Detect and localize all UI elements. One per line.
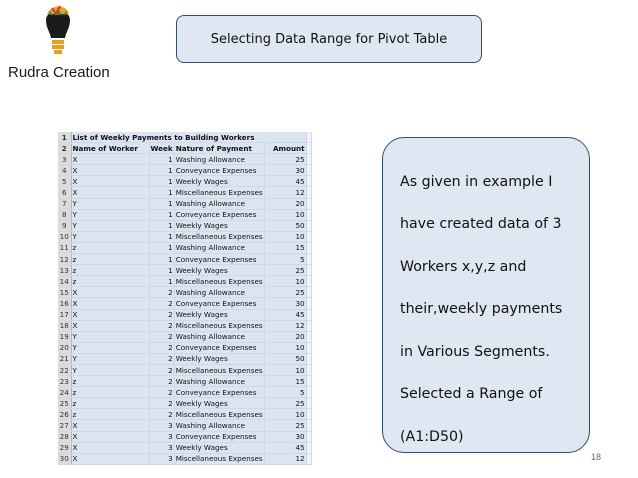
table-row[interactable] — [58, 265, 311, 276]
table-row[interactable] — [58, 231, 311, 242]
cell-week[interactable]: 2 — [149, 309, 174, 320]
cell-week[interactable]: 1 — [149, 220, 174, 231]
info-box — [382, 137, 590, 453]
row-number: 22 — [58, 364, 71, 375]
table-row[interactable] — [58, 154, 311, 165]
cell-worker-name[interactable]: z — [71, 398, 149, 409]
cell-worker-name[interactable]: z — [71, 254, 149, 265]
cell-amount[interactable]: 10 — [264, 209, 306, 220]
cell-nature-of-payment[interactable]: Miscellaneous Expenses — [175, 188, 263, 198]
slide-title-box — [176, 15, 482, 63]
cell-week[interactable]: 2 — [149, 376, 174, 387]
cell-week[interactable]: 2 — [149, 320, 174, 331]
cell-nature-of-payment[interactable]: Washing Allowance — [174, 242, 264, 253]
cell-nature-of-payment[interactable]: Washing Allowance — [174, 287, 264, 298]
table-row[interactable] — [58, 187, 311, 198]
cell-worker-name[interactable]: X — [71, 320, 149, 331]
cell-amount[interactable]: 25 — [264, 154, 306, 165]
cell-nature-of-payment[interactable]: Conveyance Expenses — [174, 209, 264, 220]
cell-nature-of-payment[interactable]: Washing Allowance — [174, 331, 264, 342]
cell-nature-of-payment[interactable]: Miscellaneous Expenses — [175, 232, 263, 242]
bulb-head-logo-icon — [38, 2, 78, 62]
row-number: 11 — [58, 242, 71, 253]
table-row[interactable] — [58, 320, 311, 331]
info-line: As given in example I — [400, 174, 553, 190]
table-row[interactable] — [58, 376, 311, 387]
row-number: 9 — [58, 220, 71, 231]
table-row[interactable] — [58, 342, 311, 353]
cell-week[interactable]: 2 — [149, 342, 174, 353]
cell-worker-name[interactable]: X — [71, 165, 149, 176]
cell-amount[interactable]: 12 — [264, 453, 306, 464]
row-number: 1 — [58, 132, 71, 143]
table-row[interactable] — [58, 364, 311, 375]
row-number: 15 — [58, 287, 71, 298]
row-number: 8 — [58, 209, 71, 220]
cell-nature-of-payment[interactable]: Washing Allowance — [174, 154, 264, 165]
table-row[interactable] — [58, 387, 311, 398]
cell-amount[interactable]: 15 — [264, 242, 306, 253]
row-number: 5 — [58, 176, 71, 187]
cell-week[interactable]: 1 — [149, 231, 174, 242]
cell-amount[interactable]: 20 — [264, 331, 306, 342]
row-number: 18 — [58, 320, 71, 331]
cell-worker-name[interactable]: Y — [71, 231, 149, 242]
cell-week[interactable]: 2 — [149, 387, 174, 398]
info-line: Selected a Range of — [400, 386, 543, 402]
row-number: 23 — [58, 376, 71, 387]
cell-nature-of-payment[interactable]: Weekly Wages — [174, 220, 264, 231]
row-number: 14 — [58, 276, 71, 287]
table-row[interactable] — [58, 198, 311, 209]
row-number: 19 — [58, 331, 71, 342]
column-header-week: Week — [150, 143, 173, 153]
cell-worker-name[interactable]: X — [71, 154, 149, 165]
cell-amount[interactable]: 45 — [264, 309, 306, 320]
cell-nature-of-payment[interactable]: Miscellaneous Expenses — [175, 276, 263, 286]
cell-nature-of-payment[interactable]: Weekly Wages — [174, 398, 264, 409]
cell-week[interactable]: 1 — [149, 242, 174, 253]
table-row[interactable] — [58, 176, 311, 187]
row-number: 7 — [58, 198, 71, 209]
cell-amount[interactable]: 30 — [264, 165, 306, 176]
row-number: 6 — [58, 187, 71, 198]
info-line: have created data of 3 — [400, 216, 562, 232]
row-number: 20 — [58, 342, 71, 353]
cell-amount[interactable]: 10 — [264, 364, 306, 375]
cell-nature-of-payment[interactable]: Miscellaneous Expenses — [175, 321, 263, 331]
cell-worker-name[interactable]: X — [71, 187, 149, 198]
column-header-name: Name of Worker — [71, 143, 149, 154]
row-number: 27 — [58, 420, 71, 431]
cell-nature-of-payment[interactable]: Conveyance Expenses — [174, 387, 264, 398]
table-row[interactable] — [58, 331, 311, 342]
cell-week[interactable]: 1 — [149, 209, 174, 220]
cell-amount[interactable]: 15 — [264, 376, 306, 387]
table-row[interactable] — [58, 453, 311, 464]
cell-worker-name[interactable]: X — [71, 420, 149, 431]
cell-nature-of-payment[interactable]: Miscellaneous Expenses — [175, 454, 263, 464]
cell-week[interactable]: 2 — [149, 298, 174, 309]
cell-worker-name[interactable]: X — [71, 287, 149, 298]
cell-week[interactable]: 1 — [149, 198, 174, 209]
cell-nature-of-payment[interactable]: Conveyance Expenses — [174, 298, 264, 309]
cell-amount[interactable]: 10 — [264, 342, 306, 353]
table-row[interactable] — [58, 242, 311, 253]
cell-nature-of-payment[interactable]: Washing Allowance — [174, 420, 264, 431]
cell-worker-name[interactable]: Y — [71, 342, 149, 353]
cell-worker-name[interactable]: X — [71, 309, 149, 320]
cell-worker-name[interactable]: z — [71, 242, 149, 253]
cell-worker-name[interactable]: X — [71, 431, 149, 442]
cell-worker-name[interactable]: Y — [71, 364, 149, 375]
cell-amount[interactable]: 25 — [264, 287, 306, 298]
cell-week[interactable]: 3 — [149, 431, 174, 442]
cell-amount[interactable]: 5 — [264, 254, 306, 265]
table-row[interactable] — [58, 298, 311, 309]
page-number: 18 — [591, 452, 602, 462]
row-number: 26 — [58, 409, 71, 420]
cell-worker-name[interactable]: X — [71, 442, 149, 453]
table-row[interactable] — [58, 398, 311, 409]
cell-worker-name[interactable]: X — [71, 453, 149, 464]
cell-week[interactable]: 3 — [149, 453, 174, 464]
cell-amount[interactable]: 20 — [264, 198, 306, 209]
cell-amount[interactable]: 5 — [264, 387, 306, 398]
table-row[interactable] — [58, 287, 311, 298]
cell-worker-name[interactable]: Y — [71, 220, 149, 231]
row-number: 10 — [58, 231, 71, 242]
row-number: 17 — [58, 309, 71, 320]
table-row[interactable] — [58, 431, 311, 442]
cell-nature-of-payment[interactable]: Weekly Wages — [174, 353, 264, 364]
row-number: 4 — [58, 165, 71, 176]
sheet-title-row — [58, 132, 311, 143]
cell-week[interactable]: 1 — [149, 265, 174, 276]
cell-week[interactable]: 2 — [149, 409, 174, 420]
cell-amount[interactable]: 25 — [264, 420, 306, 431]
cell-week[interactable]: 1 — [149, 187, 174, 198]
cell-week[interactable]: 1 — [149, 154, 174, 165]
row-number: 2 — [58, 143, 71, 154]
row-number: 28 — [58, 431, 71, 442]
cell-worker-name[interactable]: z — [71, 376, 149, 387]
cell-worker-name[interactable]: Y — [71, 198, 149, 209]
cell-week[interactable]: 2 — [149, 364, 174, 375]
cell-week[interactable]: 2 — [149, 353, 174, 364]
cell-amount[interactable]: 50 — [264, 220, 306, 231]
table-row[interactable] — [58, 420, 311, 431]
row-number: 13 — [58, 265, 71, 276]
cell-amount[interactable]: 25 — [264, 398, 306, 409]
cell-amount[interactable]: 25 — [264, 265, 306, 276]
cell-week[interactable]: 1 — [149, 165, 174, 176]
cell-amount[interactable]: 45 — [264, 176, 306, 187]
cell-worker-name[interactable]: Y — [71, 331, 149, 342]
cell-nature-of-payment[interactable]: Miscellaneous Expenses — [175, 409, 263, 419]
row-number: 29 — [58, 442, 71, 453]
cell-amount[interactable]: 30 — [264, 298, 306, 309]
cell-amount[interactable]: 10 — [264, 231, 306, 242]
cell-worker-name[interactable]: z — [71, 409, 149, 420]
row-number: 21 — [58, 353, 71, 364]
cell-worker-name[interactable]: z — [71, 265, 149, 276]
table-row[interactable] — [58, 353, 311, 364]
brand-name: Rudra Creation — [8, 64, 110, 81]
cell-worker-name[interactable]: z — [71, 387, 149, 398]
row-number: 24 — [58, 387, 71, 398]
cell-week[interactable]: 1 — [149, 254, 174, 265]
cell-amount[interactable]: 10 — [264, 276, 306, 287]
cell-worker-name[interactable]: Y — [71, 209, 149, 220]
row-number: 12 — [58, 254, 71, 265]
cell-nature-of-payment[interactable]: Washing Allowance — [174, 198, 264, 209]
cell-amount[interactable]: 50 — [264, 353, 306, 364]
cell-week[interactable]: 1 — [149, 176, 174, 187]
sheet-title: List of Weekly Payments to Building Workers — [71, 132, 306, 143]
table-row[interactable] — [58, 254, 311, 265]
info-line: Workers x,y,z and — [400, 259, 527, 275]
cell-week[interactable]: 2 — [149, 398, 174, 409]
table-row[interactable] — [58, 220, 311, 231]
cell-nature-of-payment[interactable]: Weekly Wages — [174, 176, 264, 187]
cell-nature-of-payment[interactable]: Miscellaneous Expenses — [175, 365, 263, 375]
cell-amount[interactable]: 45 — [264, 442, 306, 453]
table-row[interactable] — [58, 165, 311, 176]
table-row[interactable] — [58, 276, 311, 287]
table-row[interactable] — [58, 309, 311, 320]
cell-week[interactable]: 2 — [149, 287, 174, 298]
info-line: in Various Segments. — [400, 344, 550, 360]
column-header-amount: Amount — [264, 143, 306, 154]
column-header-nature: Nature of Payment — [174, 143, 264, 154]
cell-week[interactable]: 3 — [149, 442, 174, 453]
cell-nature-of-payment[interactable]: Conveyance Expenses — [174, 431, 264, 442]
info-line: their,weekly payments — [400, 301, 563, 317]
row-number: 16 — [58, 298, 71, 309]
cell-nature-of-payment[interactable]: Weekly Wages — [174, 442, 264, 453]
cell-worker-name[interactable]: z — [71, 276, 149, 287]
table-row[interactable] — [58, 409, 311, 420]
cell-nature-of-payment[interactable]: Weekly Wages — [174, 309, 264, 320]
cell-week[interactable]: 1 — [149, 276, 174, 287]
table-row[interactable] — [58, 442, 311, 453]
row-number: 25 — [58, 398, 71, 409]
cell-nature-of-payment[interactable]: Weekly Wages — [174, 265, 264, 276]
cell-amount[interactable]: 30 — [264, 431, 306, 442]
cell-nature-of-payment[interactable]: Conveyance Expenses — [174, 342, 264, 353]
cell-amount[interactable]: 12 — [264, 187, 306, 198]
cell-amount[interactable]: 12 — [264, 320, 306, 331]
cell-worker-name[interactable]: X — [71, 298, 149, 309]
sheet-header-row — [58, 143, 311, 154]
info-line: (A1:D50) — [400, 429, 464, 445]
cell-worker-name[interactable]: Y — [71, 353, 149, 364]
cell-worker-name[interactable]: X — [71, 176, 149, 187]
cell-week[interactable]: 2 — [149, 331, 174, 342]
row-number: 3 — [58, 154, 71, 165]
cell-nature-of-payment[interactable]: Conveyance Expenses — [174, 165, 264, 176]
row-number: 30 — [58, 453, 71, 464]
cell-amount[interactable]: 10 — [264, 409, 306, 420]
cell-nature-of-payment[interactable]: Conveyance Expenses — [174, 254, 264, 265]
table-row[interactable] — [58, 209, 311, 220]
slide-title: Selecting Data Range for Pivot Table — [210, 31, 448, 47]
cell-nature-of-payment[interactable]: Washing Allowance — [174, 376, 264, 387]
cell-week[interactable]: 3 — [149, 420, 174, 431]
spreadsheet-table[interactable] — [58, 132, 312, 465]
